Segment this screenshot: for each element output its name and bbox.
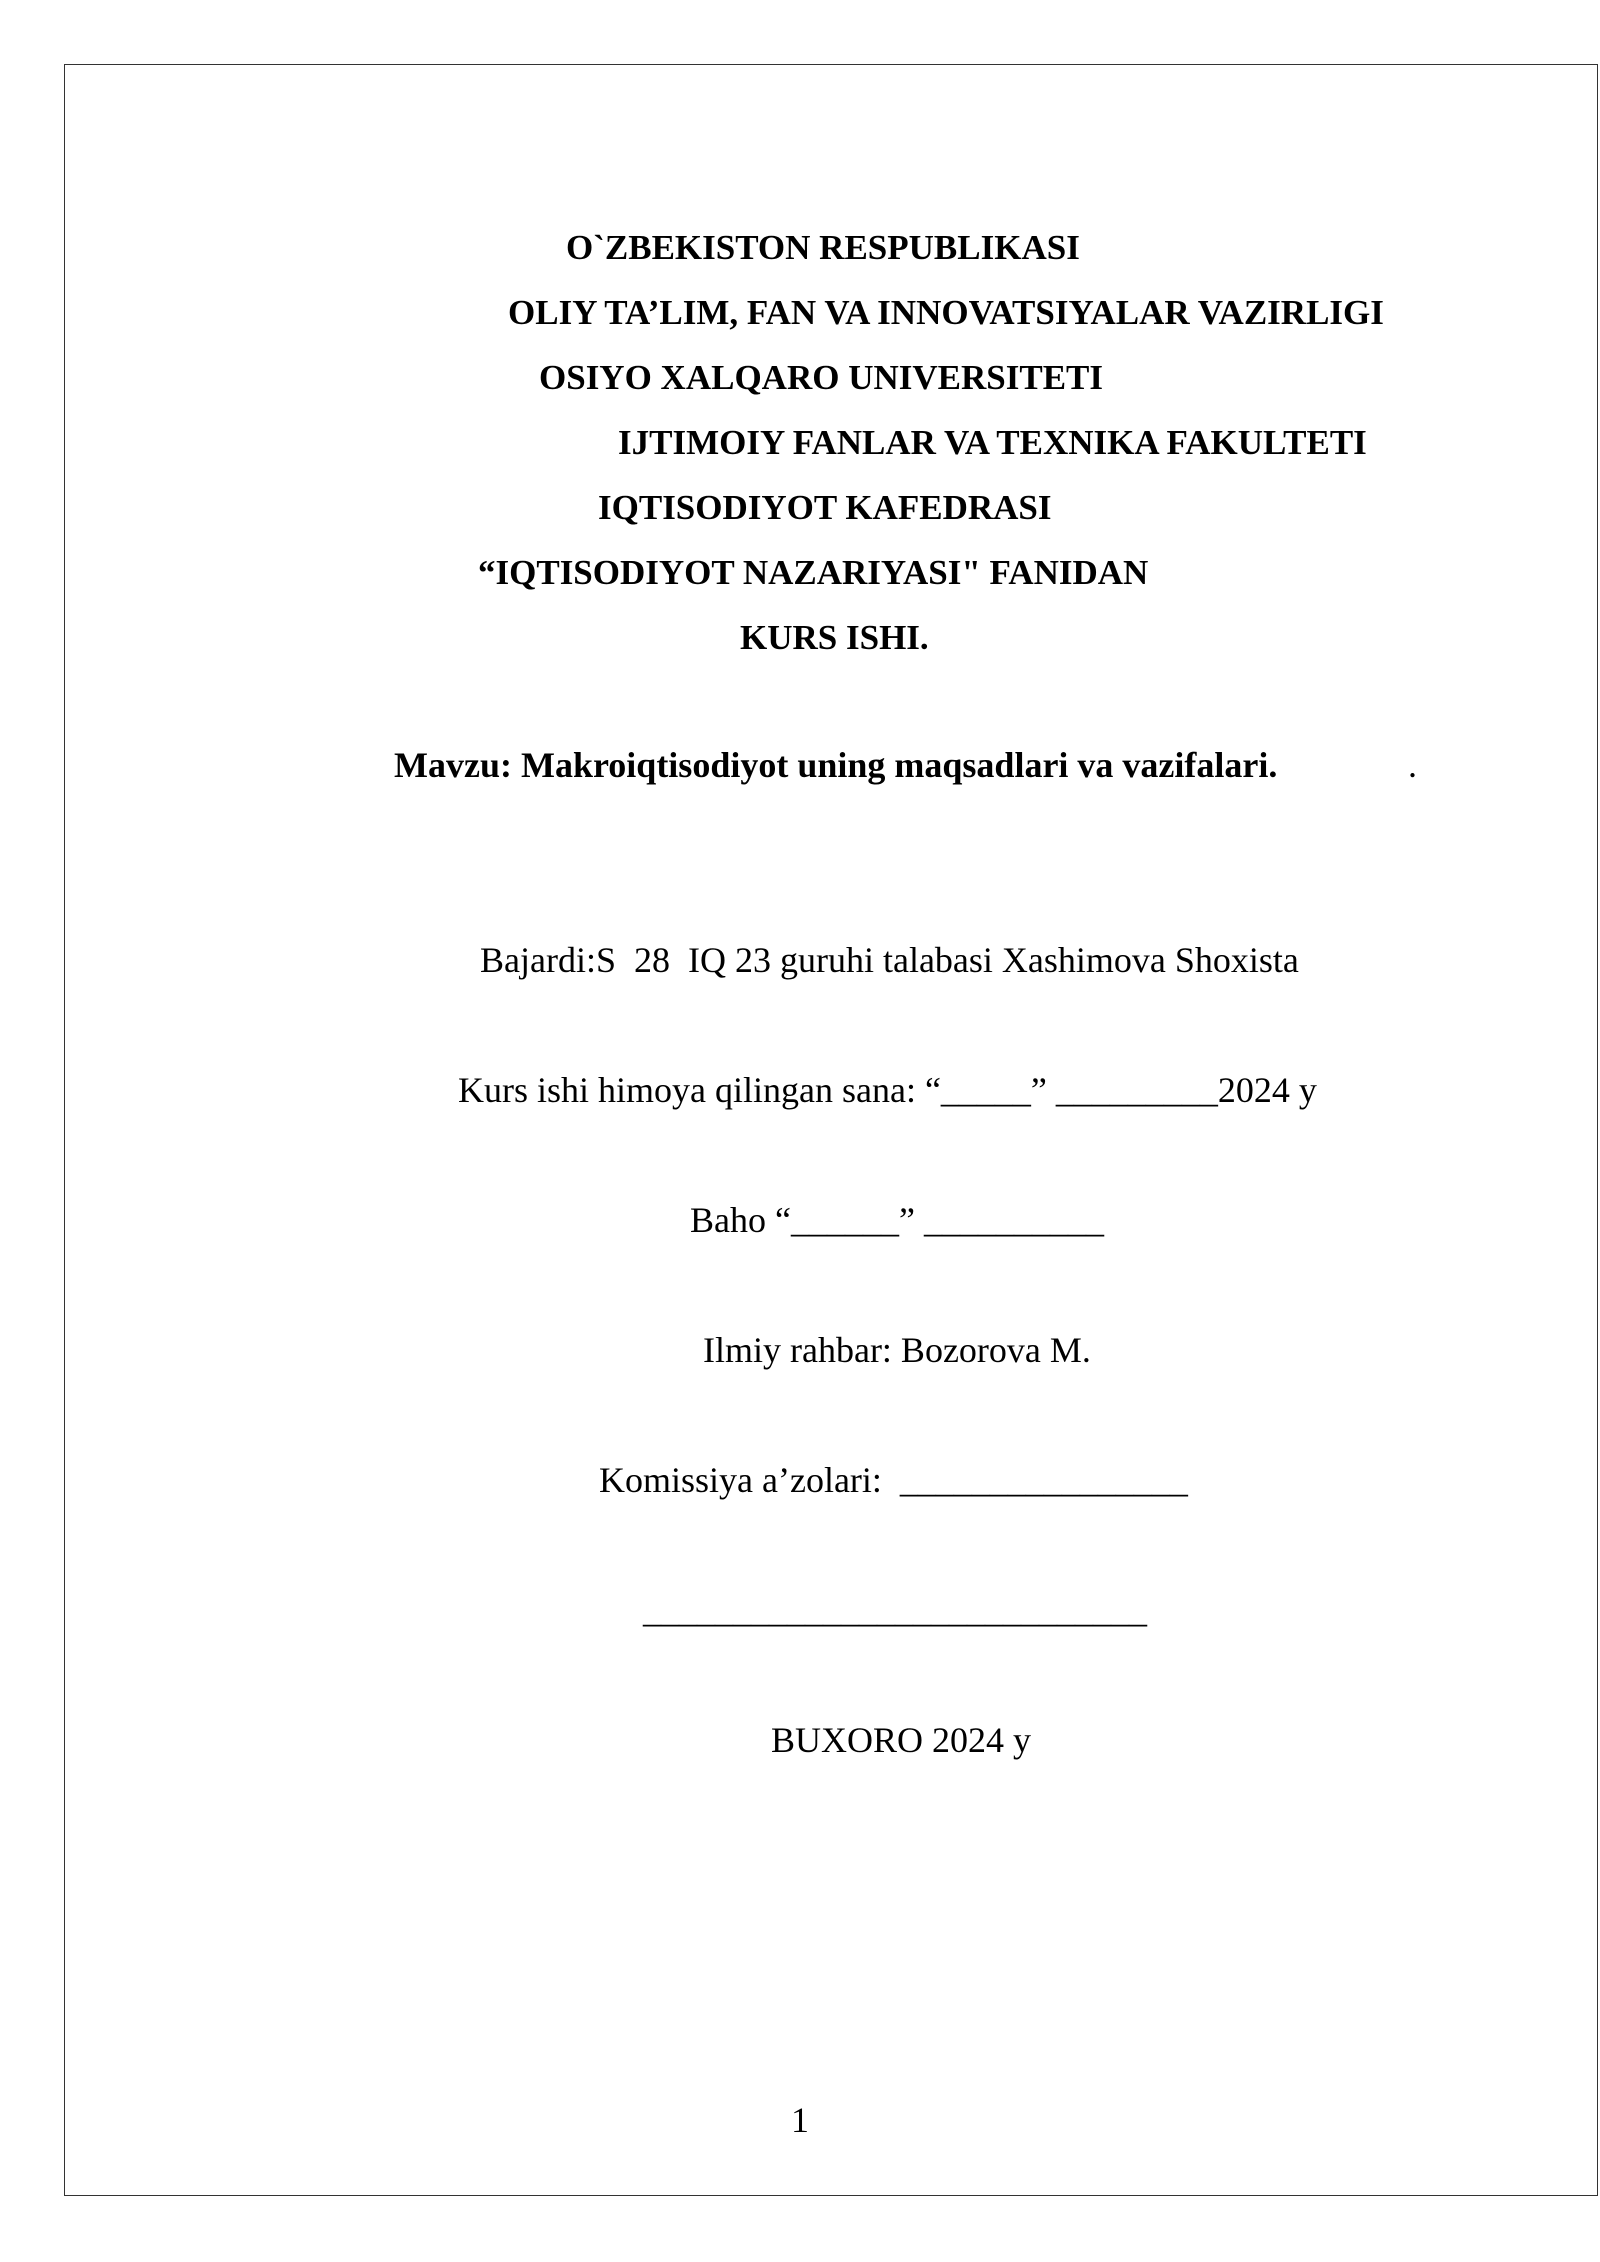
supervisor-line: Ilmiy rahbar: Bozorova M. (703, 1330, 1091, 1370)
country-heading: O`ZBEKISTON RESPUBLIKASI (566, 228, 1080, 267)
topic-title: Mavzu: Makroiqtisodiyot uning maqsadlari va vazifalari. (394, 745, 1278, 785)
ministry-heading: OLIY TA’LIM, FAN VA INNOVATSIYALAR VAZIRLIGI (508, 293, 1384, 332)
grade-line: Baho “______” __________ (690, 1200, 1104, 1240)
commission-extra-line: ____________________________ (643, 1590, 1147, 1630)
subject-heading: “IQTISODIYOT NAZARIYASI" FANIDAN (478, 553, 1149, 592)
topic-trailing-dot: . (1408, 745, 1417, 785)
work-type-heading: KURS ISHI. (740, 618, 929, 657)
commission-line: Komissiya a’zolari: ________________ (599, 1460, 1188, 1500)
department-heading: IQTISODIYOT KAFEDRASI (598, 488, 1052, 527)
city-year: BUXORO 2024 y (771, 1720, 1032, 1760)
university-heading: OSIYO XALQARO UNIVERSITETI (539, 358, 1104, 397)
faculty-heading: IJTIMOIY FANLAR VA TEXNIKA FAKULTETI (618, 423, 1367, 462)
defense-date-line: Kurs ishi himoya qilingan sana: “_____” _________2024 y (458, 1070, 1317, 1110)
student-line: Bajardi:S 28 IQ 23 guruhi talabasi Xashimova Shoxista (480, 940, 1299, 980)
page-number: 1 (791, 2100, 809, 2140)
